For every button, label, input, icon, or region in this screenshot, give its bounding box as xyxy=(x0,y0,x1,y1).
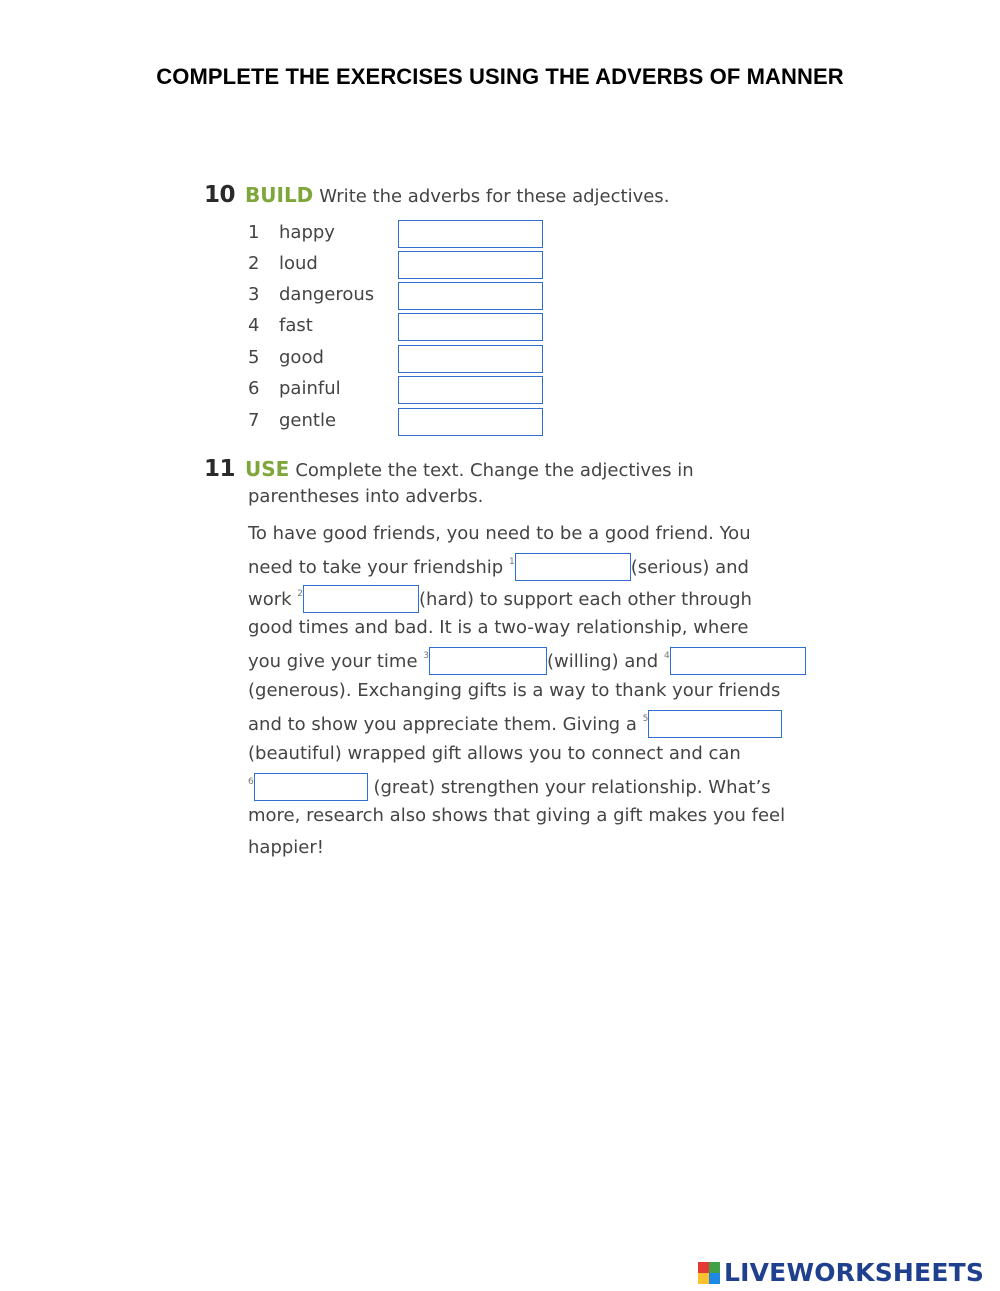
answer-input-6[interactable] xyxy=(398,376,543,404)
item-adjective: loud xyxy=(279,253,318,274)
text-line: (beautiful) wrapped gift allows you to connect and can xyxy=(248,743,741,764)
answer-input-2[interactable] xyxy=(398,251,543,279)
exercise-number: 10 xyxy=(204,182,236,208)
text-segment: you give your time xyxy=(248,651,418,672)
gap-input-5[interactable] xyxy=(648,710,782,738)
item-number: 1 xyxy=(248,222,260,243)
gap-number: 6 xyxy=(248,777,254,787)
gap-number: 2 xyxy=(297,589,304,599)
item-adjective: dangerous xyxy=(279,284,375,305)
item-number: 3 xyxy=(248,284,260,305)
item-adjective: fast xyxy=(279,315,313,336)
item-number: 2 xyxy=(248,253,260,274)
item-number: 6 xyxy=(248,378,260,399)
text-line: more, research also shows that giving a gift makes you feel xyxy=(248,805,786,826)
text-segment: work xyxy=(248,589,292,610)
gap-input-2[interactable] xyxy=(303,585,419,613)
exercise-instruction: Complete the text. Change the adjectives in xyxy=(295,460,694,481)
exercise-keyword: BUILD xyxy=(245,183,314,207)
text-line: To have good friends, you need to be a good friend. You xyxy=(248,523,751,544)
gap-input-4[interactable] xyxy=(670,647,806,675)
page-title: COMPLETE THE EXERCISES USING THE ADVERBS OF MANNER xyxy=(156,64,844,89)
text-segment: (hard) to support each other through xyxy=(419,589,752,610)
text-segment: and to show you appreciate them. Giving a xyxy=(248,714,637,735)
item-adjective: gentle xyxy=(279,410,337,431)
gap-number: 5 xyxy=(642,714,649,724)
exercise-11-header xyxy=(204,456,694,482)
item-adjective: happy xyxy=(279,222,335,243)
answer-input-3[interactable] xyxy=(398,282,543,310)
gap-input-1[interactable] xyxy=(515,553,631,581)
text-segment: (willing) and xyxy=(547,651,659,672)
answer-input-5[interactable] xyxy=(398,345,543,373)
gap-number: 1 xyxy=(508,557,515,567)
text-line: happier! xyxy=(248,837,324,858)
gap-input-6[interactable] xyxy=(254,773,368,801)
item-number: 5 xyxy=(248,347,260,368)
exercise-keyword: USE xyxy=(245,457,290,481)
gap-number: 4 xyxy=(663,651,670,661)
text-segment: need to take your friendship xyxy=(248,557,504,578)
item-adjective: painful xyxy=(279,378,341,399)
gap-input-3[interactable] xyxy=(429,647,547,675)
text-line xyxy=(248,586,752,614)
answer-input-1[interactable] xyxy=(398,220,543,248)
answer-input-4[interactable] xyxy=(398,313,543,341)
blocks-icon xyxy=(698,1262,720,1284)
text-line xyxy=(248,774,771,802)
liveworksheets-logo xyxy=(698,1258,984,1287)
text-line: good times and bad. It is a two-way relationship, where xyxy=(248,617,749,638)
exercise-instruction: Write the adverbs for these adjectives. xyxy=(319,186,670,207)
exercise-instruction-cont: parentheses into adverbs. xyxy=(248,486,484,507)
text-line xyxy=(248,711,782,739)
item-number: 7 xyxy=(248,410,260,431)
exercise-10-header xyxy=(204,182,669,208)
gap-number: 3 xyxy=(423,651,430,661)
text-line xyxy=(248,648,806,676)
item-number: 4 xyxy=(248,315,260,336)
answer-input-7[interactable] xyxy=(398,408,543,436)
text-segment: (serious) and xyxy=(630,557,749,578)
text-line: (generous). Exchanging gifts is a way to thank your friends xyxy=(248,680,781,701)
text-line xyxy=(248,554,749,582)
brand-name: LIVEWORKSHEETS xyxy=(724,1258,985,1287)
text-segment: (great) strengthen your relationship. What’s xyxy=(373,777,771,798)
item-adjective: good xyxy=(279,347,324,368)
exercise-number: 11 xyxy=(204,456,236,482)
